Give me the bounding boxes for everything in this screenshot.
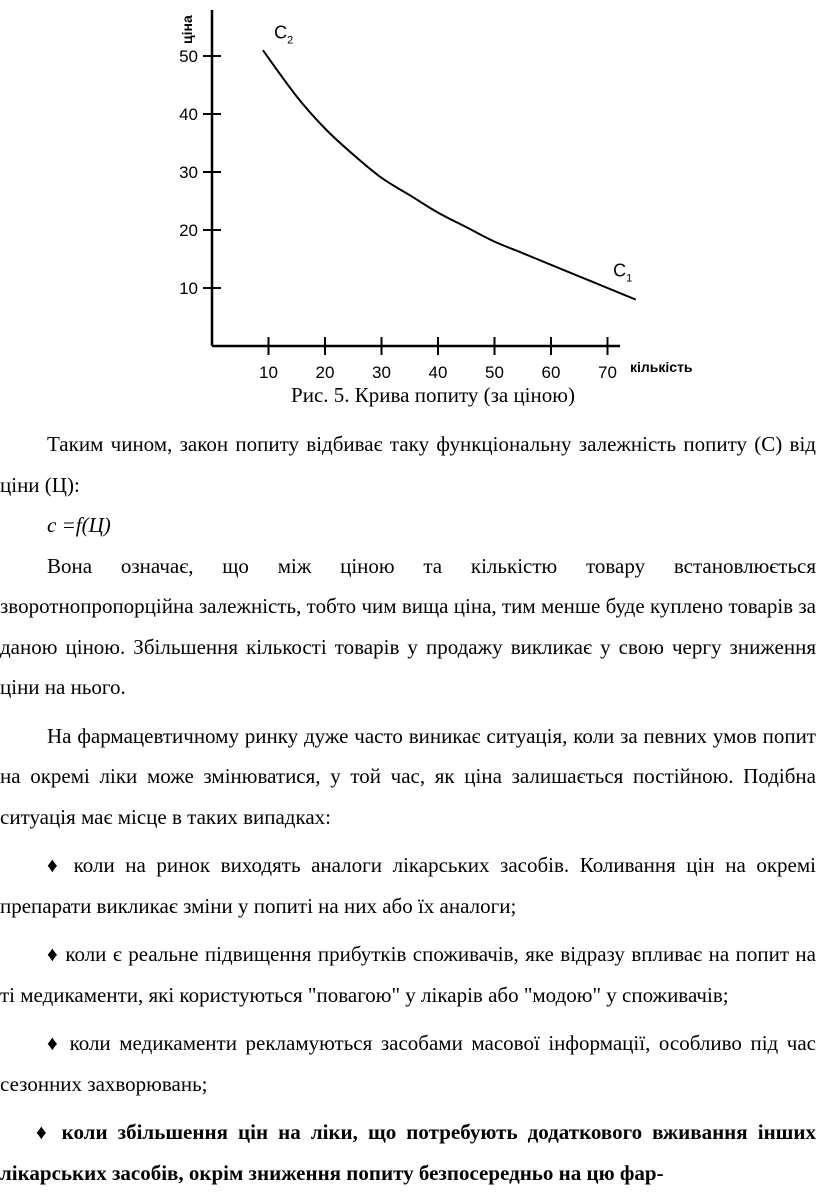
y-tick-label: 30 — [179, 163, 198, 182]
bullet-1: ♦ коли на ринок виходять аналоги лікарських засобів. Коливання цін на окремі препарати викликає зміни у попиті на них або їх аналоги; — [0, 853, 816, 918]
curve-label: $C_1$ — [613, 260, 633, 285]
x-axis-label: кількість — [630, 359, 693, 375]
paragraph-3: На фармацевтичному ринку дуже часто виникає ситуація, коли за певних умов попит на окремі ліки може змінюватися, у той час, як ціна залишається постійною. Подібна ситуація має місце в таких випадках: — [0, 723, 816, 829]
formula: с =f(Ц) — [47, 513, 111, 537]
x-tick-label: 20 — [315, 363, 335, 382]
x-tick-label: 60 — [541, 363, 561, 382]
demand-curve — [263, 50, 636, 299]
figure-caption: Рис. 5. Крива попиту (за ціною) — [291, 383, 575, 407]
chart-labels — [179, 15, 693, 375]
paragraph-2: Вона означає, що між ціною та кількістю товару встановлюється зворотнопропорційна залежність, тобто чим вища ціна, тим менше буде куплено товарів за даною ціною. Збільшення кількості товарів у продажу викликає у свою чергу зниження ціни на нього. — [0, 553, 816, 699]
chart-series — [263, 50, 636, 299]
y-tick-label: 20 — [179, 221, 198, 240]
bullet-2: ♦ коли є реальне підвищення прибутків споживачів, яке відразу впливає на попит на ті медикаменти, які користуються "повагою" у лікарів або "модою" у споживачів; — [0, 942, 816, 1007]
bullet-4: ♦ коли збільшення цін на ліки, що потребують додаткового вживання інших лікарських засобів, окрім зниження попиту безпосередньо на цю фар- — [0, 1120, 816, 1185]
x-tick-label: 50 — [485, 363, 504, 382]
x-tick-label: 30 — [372, 363, 391, 382]
body-text — [0, 424, 816, 1193]
y-tick-label: 50 — [179, 47, 198, 66]
chart-axes — [212, 10, 620, 346]
curve-label: $C_2$ — [274, 22, 294, 47]
y-axis-label: ціна — [179, 15, 195, 44]
x-tick-label: 40 — [428, 363, 448, 382]
demand-chart — [0, 0, 816, 384]
x-tick-label: 10 — [259, 363, 278, 382]
bullet-3: ♦ коли медикаменти рекламуються засобами масової інформації, особливо під час сезонних захворювань; — [0, 1031, 816, 1096]
chart-ticks — [179, 47, 617, 382]
paragraph-1: Таким чином, закон попиту відбиває таку функціональну залежність попиту (С) від ціни (Ц): — [0, 432, 816, 497]
y-tick-label: 40 — [179, 105, 198, 124]
y-tick-label: 10 — [179, 279, 198, 298]
x-tick-label: 70 — [598, 363, 617, 382]
